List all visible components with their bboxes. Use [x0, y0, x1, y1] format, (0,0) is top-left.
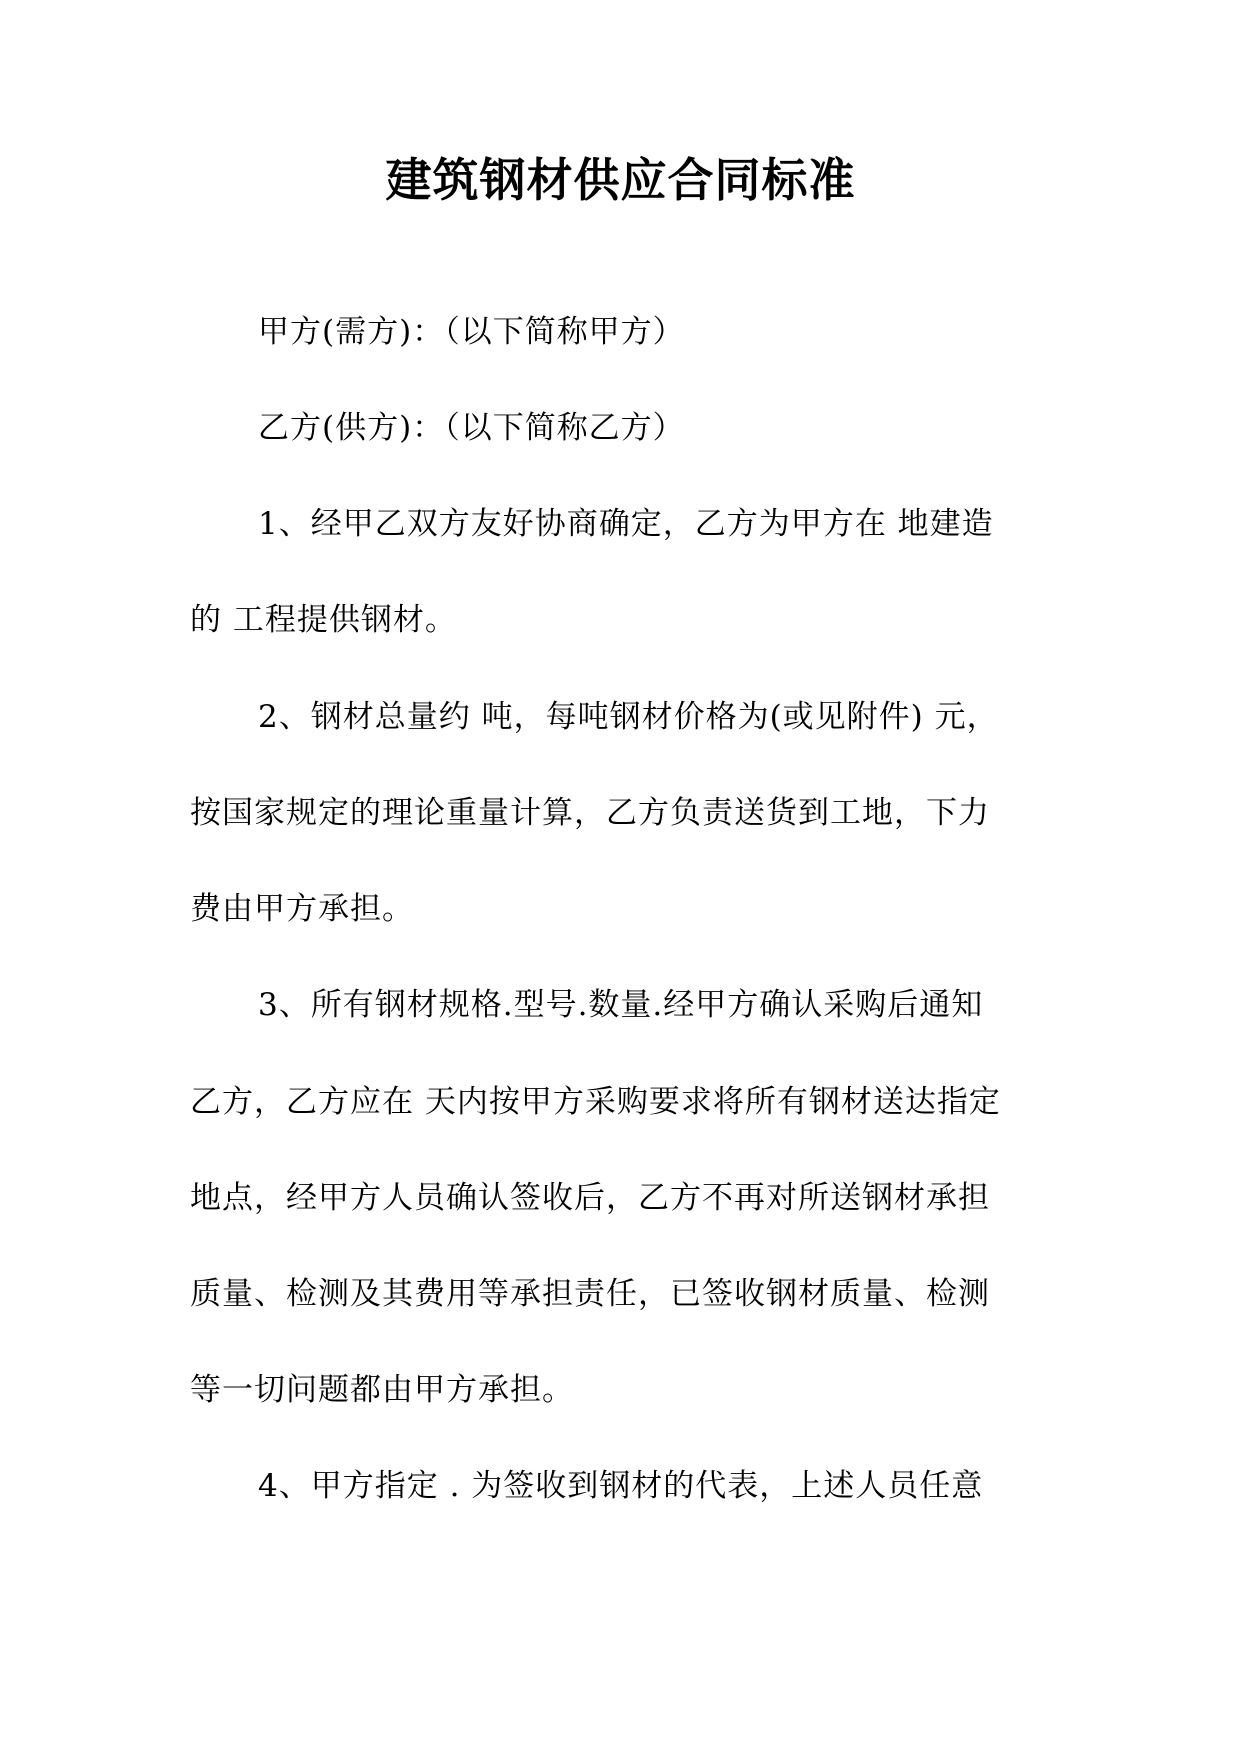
document-title: 建筑钢材供应合同标准: [385, 153, 856, 207]
clause-2-line-3: 费由甲方承担。: [190, 891, 414, 927]
clause-3-line-5: 等一切问题都由甲方承担。: [190, 1372, 574, 1408]
clause-1-line-1: 1、经甲乙双方友好协商确定，乙方为甲方在 地建造: [258, 506, 994, 542]
clause-1-line-2: 的 工程提供钢材。: [190, 602, 457, 638]
clause-4-line-1: 4、甲方指定 . 为签收到钢材的代表，上述人员任意: [258, 1468, 984, 1504]
clause-2-line-2: 按国家规定的理论重量计算，乙方负责送货到工地，下力: [190, 795, 990, 831]
clause-2-line-1: 2、钢材总量约 吨，每吨钢材价格为(或见附件) 元，: [258, 699, 999, 735]
party-b-line: 乙方(供方)：（以下简称乙方）: [258, 410, 685, 446]
party-a-line: 甲方(需方)：（以下简称甲方）: [258, 314, 685, 350]
clause-3-line-4: 质量、检测及其费用等承担责任，已签收钢材质量、检测: [190, 1276, 990, 1312]
clause-3-line-1: 3、所有钢材规格.型号.数量.经甲方确认采购后通知: [258, 987, 984, 1023]
clause-3-line-3: 地点，经甲方人员确认签收后，乙方不再对所送钢材承担: [190, 1180, 990, 1216]
clause-3-line-2: 乙方，乙方应在 天内按甲方采购要求将所有钢材送达指定: [190, 1084, 1001, 1120]
